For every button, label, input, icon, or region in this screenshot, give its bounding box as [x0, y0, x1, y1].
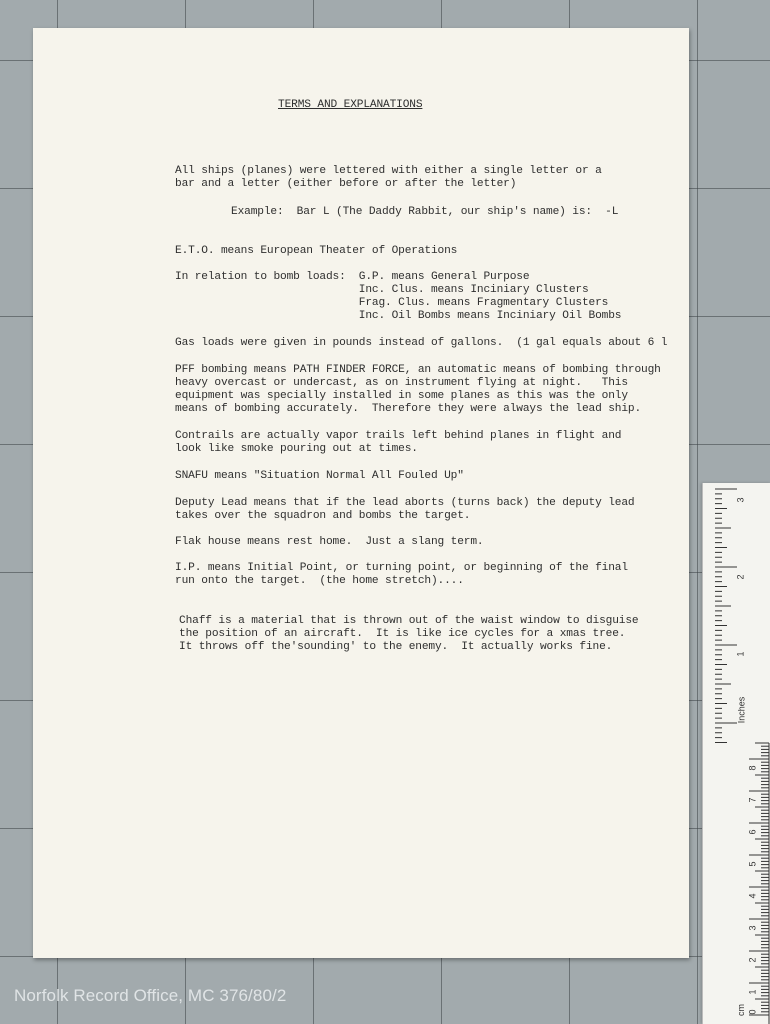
paragraph-pff: PFF bombing means PATH FINDER FORCE, an automatic means of bombing through heavy overcast or undercast, as on instrument flying at night. This equipment was specially installed in some planes as this was the only means of bombing accurately. Therefore they were always the lead ship.	[175, 364, 661, 415]
paragraph-ip: I.P. means Initial Point, or turning point, or beginning of the final run onto the target. (the home stretch)....	[175, 562, 628, 587]
measuring-ruler	[702, 483, 770, 1024]
paragraph-example: Example: Bar L (The Daddy Rabbit, our ship's name) is: -L	[231, 206, 619, 218]
ruler-cm-label-8: 8	[747, 765, 758, 771]
ruler-inch-label-2: 2	[735, 574, 746, 580]
archive-credit: Norfolk Record Office, MC 376/80/2	[14, 986, 287, 1005]
ruler-cm-label-3: 3	[747, 925, 758, 931]
ruler-cm-label-2: 2	[747, 957, 758, 963]
paragraph-deputy-lead: Deputy Lead means that if the lead aborts (turns back) the deputy lead takes over the squadron and bombs the target.	[175, 497, 635, 522]
paragraph-contrails: Contrails are actually vapor trails left behind planes in flight and look like smoke pouring out at times.	[175, 430, 622, 455]
ruler-inch-label-1: 1	[735, 651, 746, 657]
paragraph-ship-letters: All ships (planes) were lettered with either a single letter or a bar and a letter (either before or after the letter)	[175, 165, 602, 190]
ruler-cm-label-0: 0	[747, 1009, 758, 1015]
ruler-ticks	[703, 483, 770, 1024]
paragraph-gas-loads: Gas loads were given in pounds instead of gallons. (1 gal equals about 6 l	[175, 337, 668, 349]
page-title: TERMS AND EXPLANATIONS	[278, 99, 423, 111]
paragraph-bomb-loads: In relation to bomb loads: G.P. means General Purpose Inc. Clus. means Inciniary Clusters Frag. Clus. means Fragmentary Clusters Inc. Oil Bombs means Inciniary Oil Bombs	[175, 271, 622, 322]
ruler-inch-unit: Inches	[736, 696, 747, 724]
paragraph-flak-house: Flak house means rest home. Just a slang term.	[175, 536, 484, 548]
paragraph-eto: E.T.O. means European Theater of Operations	[175, 245, 458, 257]
ruler-cm-label-5: 5	[747, 861, 758, 867]
ruler-cm-label-4: 4	[747, 893, 758, 899]
ruler-inch-label-3: 3	[735, 497, 746, 503]
ruler-cm-label-6: 6	[747, 829, 758, 835]
paragraph-snafu: SNAFU means "Situation Normal All Fouled Up"	[175, 470, 464, 482]
ruler-cm-label-7: 7	[747, 797, 758, 803]
ruler-cm-label-1: 1	[747, 989, 758, 995]
paragraph-chaff: Chaff is a material that is thrown out of the waist window to disguise the position of an aircraft. It is like ice cycles for a xmas tree. It throws off the'sounding' to the enemy. It actually works fine.	[179, 615, 639, 653]
typed-page	[33, 28, 689, 958]
ruler-cm-unit: cm	[736, 1004, 746, 1016]
